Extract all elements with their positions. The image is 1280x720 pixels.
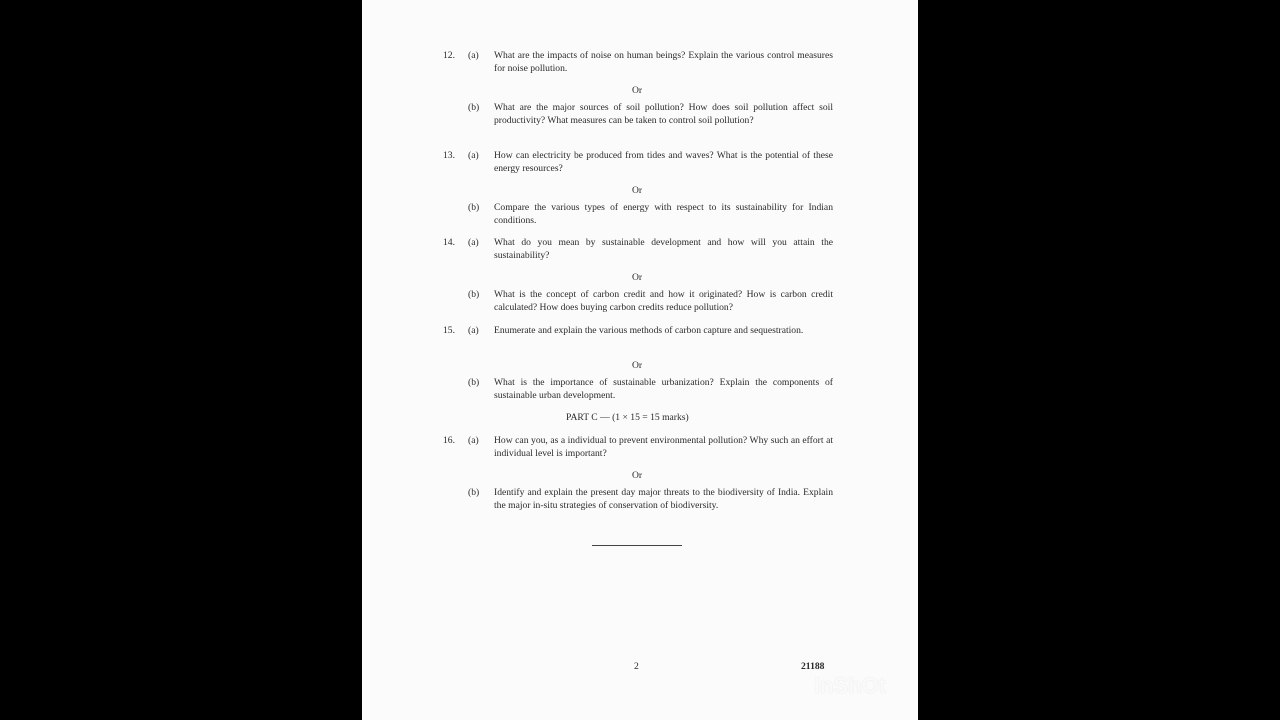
question-number: 13.	[443, 150, 455, 161]
app-watermark: InShOt	[814, 673, 887, 698]
part-label-a: (a)	[468, 50, 479, 61]
question-text-a: What do you mean by sustainable development and how will you attain the sustainability?	[494, 237, 833, 261]
question-text-b: What is the concept of carbon credit and how it originated? How is carbon credit calculated? How does buying carbon credits reduce pollution?	[494, 289, 833, 313]
question-text-a: Enumerate and explain the various methods of carbon capture and sequestration.	[494, 325, 804, 336]
part-label-b: (b)	[468, 102, 480, 113]
part-label-a: (a)	[468, 435, 479, 446]
question-text-a: What are the impacts of noise on human beings? Explain the various control measures for noise pollution.	[494, 50, 833, 74]
question-number: 15.	[443, 325, 455, 336]
part-label-b: (b)	[468, 377, 480, 388]
part-label-b: (b)	[468, 202, 480, 213]
part-label-a: (a)	[468, 237, 479, 248]
question-text-a: How can electricity be produced from tides and waves? What is the potential of these energy resources?	[494, 150, 833, 174]
part-label-b: (b)	[468, 289, 480, 300]
question-number: 16.	[443, 435, 455, 446]
question-number: 14.	[443, 237, 455, 248]
exam-page: 12. (a) What are the impacts of noise on human beings? Explain the various control measures for noise pollution. Or (b) What are the major sources of soil pollution? How does soil pollution affect soil productivity? What measures can be taken to control soil pollution? 13. (a) How can electricity be produced from tides and waves? What is the potential of these energy resources? Or (b) Compare the various types of energy with respect to its sustainability for Indian conditions. 14. (a) What do you mean by sustainable development and how will you attain the sustainability? Or (b) What is the concept of carbon credit and how it originated? How is carbon credit calculated? How does buying carbon credits reduce pollution? 15. (a) Enumerate and explain the various methods of carbon capture and sequestration. Or (b) What is the importance of sustainable urbanization? Explain the components of sustainable urban development. PART C — (1 × 15 = 15 marks) 16. (a) How can you, as a individual to prevent environmental pollution? Why such an effort at individual level is important? Or (b) Identify and explain the present day major threats to the biodiversity of India. Explain the major in-situ strategies of conservation of biodiversity. 2 21188 InShOt	[362, 0, 918, 720]
paper-code: 21188	[801, 661, 825, 672]
page-number: 2	[634, 661, 639, 672]
part-label-a: (a)	[468, 325, 479, 336]
part-label-a: (a)	[468, 150, 479, 161]
question-text-b: Identify and explain the present day major threats to the biodiversity of India. Explain the major in-situ strategies of conservation of biodiversity.	[494, 487, 833, 511]
question-text-b: What is the importance of sustainable urbanization? Explain the components of sustainable urban development.	[494, 377, 833, 401]
part-label-b: (b)	[468, 487, 480, 498]
question-text-a: How can you, as a individual to prevent environmental pollution? Why such an effort at individual level is important?	[494, 435, 833, 459]
question-number: 12.	[443, 50, 455, 61]
end-rule	[592, 545, 682, 546]
question-text-b: What are the major sources of soil pollution? How does soil pollution affect soil productivity? What measures can be taken to control soil pollution?	[494, 102, 833, 126]
question-text-b: Compare the various types of energy with respect to its sustainability for Indian conditions.	[494, 202, 833, 226]
